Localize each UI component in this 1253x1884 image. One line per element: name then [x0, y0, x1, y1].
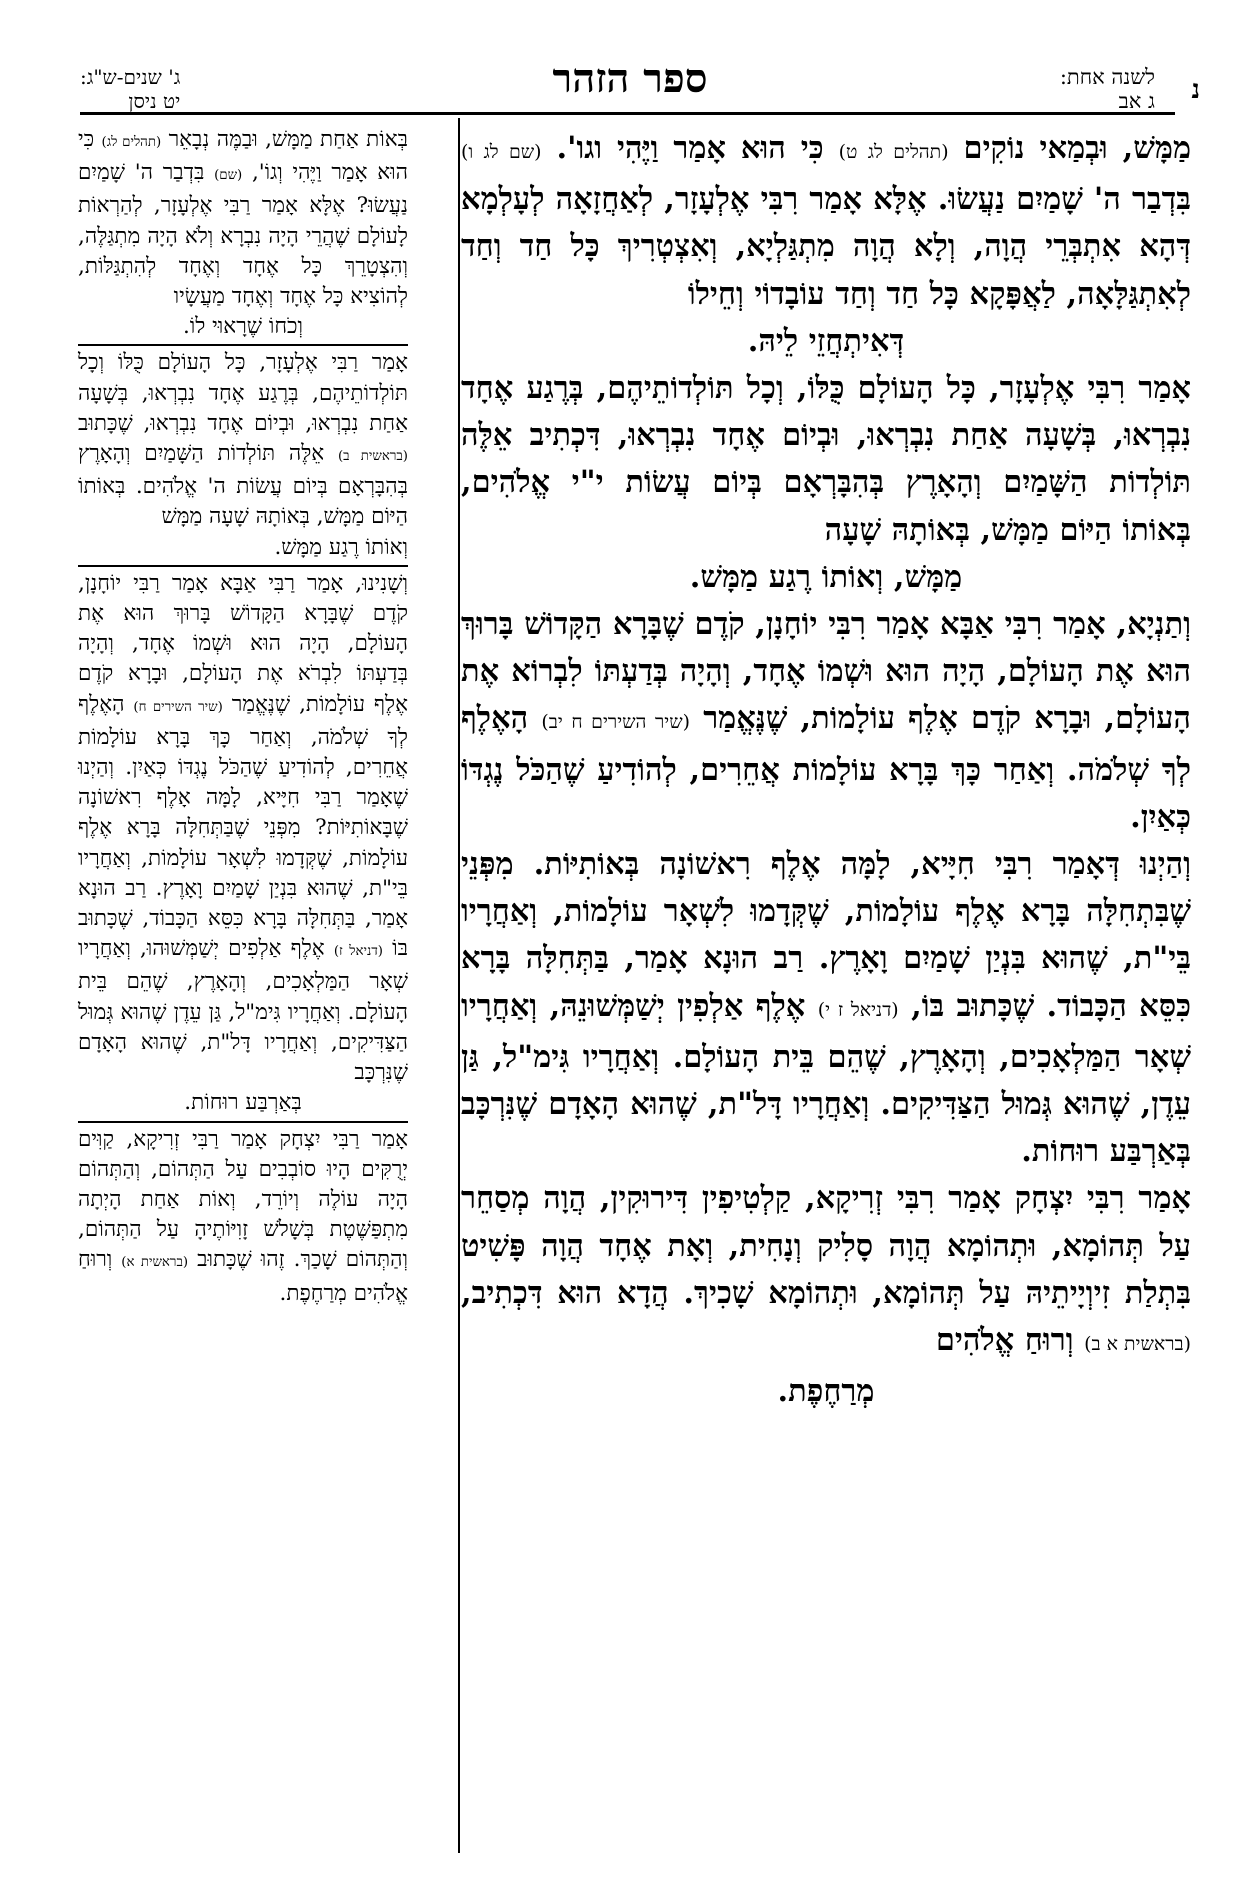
book-title: ספר הזהר	[552, 55, 708, 102]
schedule-label: לשנה אחת:	[1059, 65, 1155, 89]
source-reference: (שיר השירים ח)	[133, 699, 223, 715]
translation-paragraph: אָמַר רַבִּי אֶלְעָזָר, כָּל הָעוֹלָם כֻּלּוֹ וְכָל תּוֹלְדוֹתֵיהֶם, בְּרֶגַע אֶחָד נִבְרְאוּ, בְּשָׁעָה אַחַת נִבְרְאוּ, וּבְיוֹם אֶחָד נִבְרְאוּ, שֶׁכָּתוּב (בראשית ב) אֵלֶּה תּוֹלְדוֹת הַשָּׁמַיִם וְהָאָרֶץ בְּהִבָּרְאָם בְּיוֹם עֲשׂוֹת ה' אֱלֹהִים. בְּאוֹתוֹ הַיּוֹם מַמָּשׁ, בְּאוֹתָהּ שָׁעָה מַמָּשׁ וְאוֹתוֹ רֶגַע מַמָּשׁ.	[78, 348, 408, 566]
paragraph-end-line: מַמָּשׁ, וְאוֹתוֹ רֶגַע מַמָּשׁ.	[689, 558, 963, 595]
translation-paragraph: אָמַר רַבִּי יִצְחָק אָמַר רַבִּי זְרִיקָא, קַוִּים יְרֻקִּים הָיוּ סוֹבְבִים עַל הַתְּהוֹם, וְהַתְּהוֹם הָיָה עוֹלֶה וְיוֹרֵד, וְאוֹת אַחַת הָיְתָה מִתְפַּשֶּׁטֶת בְּשָׁלֹשׁ זָוִיּוֹתֶיהָ עַל הַתְּהוֹם, וְהַתְּהוֹם שָׁכַךְ. זֶהוּ שֶׁכָּתוּב (בראשית א) וְרוּחַ אֱלֹהִים מְרַחֶפֶת.	[78, 1126, 408, 1306]
paragraph-end-line: וְכֹחוֹ שֶׁרָאוּי לוֹ.	[182, 314, 304, 340]
source-reference: (דניאל ז)	[333, 944, 383, 960]
paragraph-end-line: דְּאִיתְחֲזֵי לֵיהּ.	[747, 322, 905, 359]
source-reference: (בראשית א ב)	[1084, 1333, 1191, 1356]
source-reference: (דניאל ז י)	[817, 998, 899, 1021]
page-number: נ	[1191, 75, 1200, 105]
source-reference: (תהלים לג ט)	[838, 141, 949, 163]
main-paragraph: אָמַר רִבִּי יִצְחָק אָמַר רִבִּי זְרִיקָא, קַלְטִיפִין דִּירוּקִין, הֲוָה מְסַחֵר עַל תְּהוֹמָא, וּתְהוֹמָא הֲוָה סָלִיק וְנָחִית, וְאָת אֶחָד הֲוָה פָּשִׁיט בִּתְלַת זִיוְיָיתֵיהּ עַל תְּהוֹמָא, וּתְהוֹמָא שָׁכִיךְ. הֲדָא הוּא דִּכְתִיב, (בראשית א ב) וְרוּחַ אֱלֹהִים	[461, 1180, 1191, 1359]
source-reference: (בראשית א)	[121, 1255, 189, 1271]
paragraph-end-line: וְאוֹתוֹ רֶגַע מַמָּשׁ.	[274, 534, 408, 560]
main-paragraph: מַמָּשׁ, וּבְמַאי נוֹקִים (תהלים לג ט) כִּי הוּא אָמַר וַיֶּהִי וגו'. (שם לג ו) בִּדְבַר ה' שָׁמַיִם נַעֲשׂוּ. אֶלָּא אָמַר רִבִּי אֶלְעָזָר, לְאַחֲזָאָה לְעָלְמָא דְּהָא אִתְבְּרֵי הֲוָה, וְלָא הֲוָה מִתְגַּלְיָא, וְאִצְטְרִיךְ כָּל חַד וְחַד לְאִתְגַּלָּאָה, לַאֲפָּקָא כָּל חַד וְחַד עוֹבָדוֹי וְחֵילוֹ	[461, 130, 1192, 312]
header-rule	[80, 112, 1175, 115]
paragraph-end-line: בְּאַרְבַּע רוּחוֹת.	[184, 1090, 302, 1116]
main-text-column	[461, 125, 1191, 1415]
source-reference: (שם)	[214, 168, 243, 184]
main-paragraph: וְהַיְנוּ דְּאָמַר רִבִּי חִיָּיא, לָמָּה אֶלֶף רִאשׁוֹנָה בְּאוֹתִיּוֹת. מִפְּנֵי שֶׁבִּתְחִלָּה בָּרָא אֶלֶף עוֹלָמוֹת, שֶׁקְּדָמוּ לִשְׁאָר עוֹלָמוֹת, וְאַחֲרָיו בֵּי"ת, שֶׁהוּא בִּנְיַן שָׁמַיִם וָאָרֶץ. רַב הוּנָא אָמַר, בַּתְּחִלָּה בָּרָא כִּסֵּא הַכָּבוֹד. שֶׁכָּתוּב בּוֹ, (דניאל ז י) אֶלֶף אַלְפִין יְשַׁמְּשׁוּנֵהּ, וְאַחֲרָיו שְׁאָר הַמַּלְאָכִים, וְהָאָרֶץ, שֶׁהֵם בֵּית הָעוֹלָם. וְאַחֲרָיו גִּימ"ל, גַּן עֵדֶן, שֶׁהוּא גְּמוּל הַצַּדִּיקִים. וְאַחֲרָיו דָּל"ת, שֶׁהוּא הָאָדָם שֶׁנִּרְכָּב בְּאַרְבַּע רוּחוֹת.	[461, 846, 1192, 1170]
translation-paragraph: בְּאוֹת אַחַת מַמָּשׁ, וּבַמֶּה נְבָאֵר (תהלים לג) כִּי הוּא אָמַר וַיֶּהִי וְגוֹ', (שם) בִּדְבַר ה' שָׁמַיִם נַעֲשׂוּ? אֶלָּא אָמַר רַבִּי אֶלְעָזָר, לְהַרְאוֹת לָעוֹלָם שֶׁהֲרֵי הָיָה נִבְרָא וְלֹא הָיָה מִתְגַּלֶּה, וְהִצְטָרֵךְ כָּל אֶחָד וְאֶחָד לְהִתְגַּלּוֹת, לְהוֹצִיא כָּל אֶחָד וְאֶחָד מַעֲשָׂיו וְכֹחוֹ שֶׁרָאוּי לוֹ.	[78, 125, 408, 346]
schedule-label-3y: ג' שנים-ש"ג:	[80, 65, 181, 89]
paragraph-end-line: מְרַחֶפֶת.	[777, 1373, 875, 1410]
source-reference: (בראשית ב)	[337, 449, 408, 465]
translation-paragraph: וְשָׁנִינוּ, אָמַר רַבִּי אַבָּא אָמַר רַבִּי יוֹחָנָן, קֹדֶם שֶׁבָּרָא הַקָּדוֹשׁ בָּרוּךְ הוּא אֶת הָעוֹלָם, הָיָה הוּא וּשְׁמוֹ אֶחָד, וְהָיָה בְּדַעְתּוֹ לִבְרֹא אֶת הָעוֹלָם, וּבָרָא קֹדֶם אֶלֶף עוֹלָמוֹת, שֶׁנֶּאֱמַר (שיר השירים ח) הָאֶלֶף לְךָ שְׁלֹמֹה, וְאַחַר כָּךְ בָּרָא עוֹלָמוֹת אֲחֵרִים, לְהוֹדִיעַ שֶׁהַכֹּל נֶגְדּוֹ כְּאַיִן. וְהַיְנוּ שֶׁאָמַר רַבִּי חִיָּיא, לָמָּה אָלֶף רִאשׁוֹנָה שֶׁבָּאוֹתִיּוֹת? מִפְּנֵי שֶׁבַּתְּחִלָּה בָּרָא אֶלֶף עוֹלָמוֹת, שֶׁקְּדָמוּ לִשְׁאָר עוֹלָמוֹת, וְאַחֲרָיו בֵּי"ת, שֶׁהוּא בִּנְיַן שָׁמַיִם וָאָרֶץ. רַב הוּנָא אָמַר, בַּתְּחִלָּה בָּרָא כִּסֵּא הַכָּבוֹד, שֶׁכָּתוּב בּוֹ (דניאל ז) אֶלֶף אַלְפִים יְשַׁמְּשׁוּהוּ, וְאַחֲרָיו שְׁאָר הַמַּלְאָכִים, וְהָאָרֶץ, שֶׁהֵם בֵּית הָעוֹלָם. וְאַחֲרָיו גִּימ"ל, גַּן עֵדֶן שֶׁהוּא גְּמוּל הַצַּדִּיקִים, וְאַחֲרָיו דָּל"ת, שֶׁהוּא הָאָדָם שֶׁנִּרְכָּב בְּאַרְבַּע רוּחוֹת.	[78, 569, 408, 1123]
source-reference: (תהלים לג)	[101, 135, 162, 150]
translation-column	[78, 125, 408, 1313]
source-reference: (שם לג ו)	[461, 141, 542, 163]
source-reference: (שיר השירים ח יב)	[541, 711, 691, 734]
main-paragraph: וְתַנְיָא, אָמַר רִבִּי אַבָּא אָמַר רִבִּי יוֹחָנָן, קֹדֶם שֶׁבָּרָא הַקָּדוֹשׁ בָּרוּךְ הוּא אֶת הָעוֹלָם, הָיָה הוּא וּשְׁמוֹ אֶחָד, וְהָיָה בְּדַעְתּוֹ לִבְרוֹא אֶת הָעוֹלָם, וּבָרָא קֹדֶם אֶלֶף עוֹלָמוֹת, שֶׁנֶּאֱמַר (שיר השירים ח יב) הָאֶלֶף לְךָ שְׁלֹמֹה. וְאַחַר כָּךְ בָּרָא עוֹלָמוֹת אֲחֵרִים, לְהוֹדִיעַ שֶׁהַכֹּל נֶגְדּוֹ כְּאַיִן.	[461, 606, 1191, 835]
study-schedule-three-year	[80, 65, 180, 113]
schedule-date: ג אב	[1118, 89, 1155, 113]
main-paragraph: אָמַר רִבִּי אֶלְעָזָר, כָּל הָעוֹלָם כֻּלּוֹ, וְכָל תּוֹלְדוֹתֵיהֶם, בְּרֶגַע אֶחָד נִבְרְאוּ, בְּשָׁעָה אַחַת נִבְרְאוּ, וּבְיוֹם אֶחָד נִבְרְאוּ, דִּכְתִיב אֵלֶּה תּוֹלְדוֹת הַשָּׁמַיִם וְהָאָרֶץ בְּהִבָּרְאָם בְּיוֹם עֲשׂוֹת י"י אֱלֹהִים, בְּאוֹתוֹ הַיּוֹם מַמָּשׁ, בְּאוֹתָהּ שָׁעָה	[461, 370, 1191, 548]
schedule-date-3y: יט ניסן	[128, 89, 181, 113]
column-divider	[458, 118, 460, 1853]
